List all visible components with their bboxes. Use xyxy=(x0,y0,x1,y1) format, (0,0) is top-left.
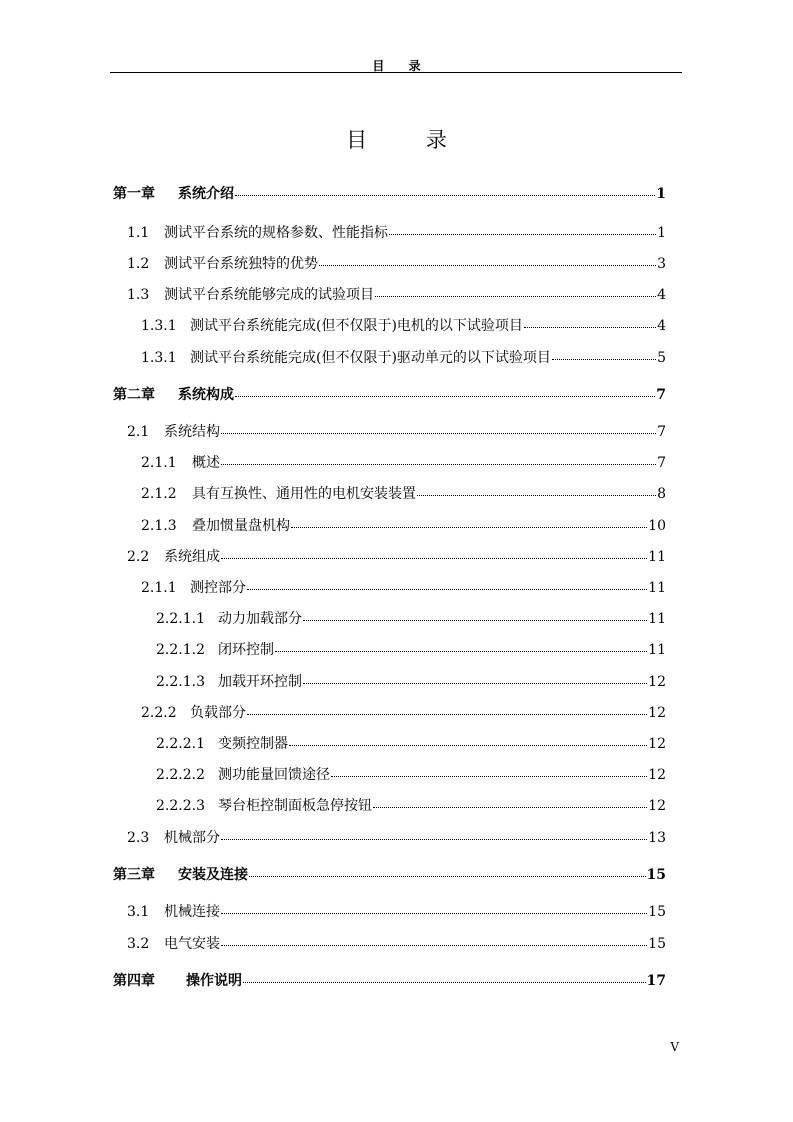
toc-entry-number: 2.1 xyxy=(127,424,150,440)
toc-entry-title: 系统结构 xyxy=(164,424,220,440)
toc-entry-title: 机械部分 xyxy=(164,830,220,846)
toc-leader-dots xyxy=(289,744,647,746)
toc-entry-title: 机械连接 xyxy=(164,904,220,920)
toc-entry-page: 8 xyxy=(657,486,666,502)
toc-entry-number: 2.1.3 xyxy=(141,518,177,534)
toc-entry-page: 12 xyxy=(648,798,666,814)
toc-entry-title: 系统组成 xyxy=(164,549,220,565)
toc-entry[interactable] xyxy=(127,223,666,243)
toc-entry-number: 2.2 xyxy=(127,549,150,565)
toc-leader-dots xyxy=(247,588,647,590)
toc-entry[interactable] xyxy=(127,934,666,954)
toc-leader-dots xyxy=(235,395,655,397)
toc-entry-page: 4 xyxy=(657,318,666,334)
toc-entry[interactable] xyxy=(156,796,666,816)
toc-entry-number: 3.2 xyxy=(127,936,150,952)
toc-entry-number: 2.2.1.1 xyxy=(156,611,205,627)
toc-entry-page: 11 xyxy=(648,549,666,565)
toc-entry-title: 安装及连接 xyxy=(178,867,248,883)
toc-entry-title: 琴台柜控制面板急停按钮 xyxy=(218,798,372,814)
toc-entry[interactable] xyxy=(141,316,666,336)
toc-entry[interactable] xyxy=(113,971,666,991)
toc-entry-title: 变频控制器 xyxy=(218,736,288,752)
toc-entry[interactable] xyxy=(141,516,666,536)
toc-entry-title: 测试平台系统能完成(但不仅限于)驱动单元的以下试验项目 xyxy=(190,350,551,366)
toc-leader-dots xyxy=(243,981,646,983)
toc-entry-title: 测控部分 xyxy=(190,580,246,596)
toc-entry-title: 测试平台系统能够完成的试验项目 xyxy=(164,287,374,303)
toc-entry-page: 17 xyxy=(646,973,666,989)
toc-entry-number: 2.2.2 xyxy=(141,705,177,721)
toc-entry-title: 系统介绍 xyxy=(178,186,234,202)
toc-entry-number: 2.2.2.1 xyxy=(156,736,205,752)
toc-entry-number: 1.2 xyxy=(127,256,150,272)
toc-entry-title: 负载部分 xyxy=(190,705,246,721)
toc-leader-dots xyxy=(331,775,647,777)
toc-leader-dots xyxy=(221,912,647,914)
toc-entry[interactable] xyxy=(113,385,666,405)
toc-entry-page: 4 xyxy=(657,287,666,303)
toc-entry[interactable] xyxy=(127,254,666,274)
toc-leader-dots xyxy=(247,713,647,715)
toc-entry[interactable] xyxy=(141,703,666,723)
toc-entry[interactable] xyxy=(127,422,666,442)
toc-entry-page: 12 xyxy=(648,705,666,721)
toc-entry[interactable] xyxy=(141,453,666,473)
toc-entry-title: 电气安装 xyxy=(164,936,220,952)
page-title: 目 录 xyxy=(346,128,473,152)
toc-entry-page: 12 xyxy=(648,674,666,690)
toc-entry-title: 具有互换性、通用性的电机安装装置 xyxy=(192,486,416,502)
toc-leader-dots xyxy=(221,944,647,946)
toc-entry-page: 11 xyxy=(648,580,666,596)
toc-entry[interactable] xyxy=(156,640,666,660)
toc-entry[interactable] xyxy=(113,184,666,204)
toc-entry-page: 11 xyxy=(648,611,666,627)
toc-leader-dots xyxy=(291,526,647,528)
toc-entry[interactable] xyxy=(127,285,666,305)
toc-entry-page: 15 xyxy=(646,867,666,883)
toc-entry-number: 3.1 xyxy=(127,904,150,920)
toc-entry-number: 2.3 xyxy=(127,830,150,846)
toc-entry-page: 7 xyxy=(657,424,666,440)
toc-entry-number: 第一章 xyxy=(113,186,155,202)
toc-entry[interactable] xyxy=(156,672,666,692)
toc-entry-page: 13 xyxy=(648,830,666,846)
toc-leader-dots xyxy=(417,494,656,496)
toc-entry-number: 2.2.2.3 xyxy=(156,798,205,814)
toc-leader-dots xyxy=(375,295,656,297)
toc-leader-dots xyxy=(552,358,656,360)
toc-entry-number: 1.3.1 xyxy=(141,318,177,334)
toc-entry-number: 第三章 xyxy=(113,867,155,883)
toc-entry-page: 11 xyxy=(648,642,666,658)
toc-entry-number: 1.3.1 xyxy=(141,350,177,366)
toc-entry-page: 5 xyxy=(657,350,666,366)
toc-entry-number: 2.2.2.2 xyxy=(156,767,205,783)
toc-leader-dots xyxy=(524,326,656,328)
toc-entry-number: 2.1.1 xyxy=(141,580,177,596)
toc-entry-title: 操作说明 xyxy=(186,973,242,989)
toc-entry-title: 加载开环控制 xyxy=(218,674,302,690)
toc-leader-dots xyxy=(319,264,656,266)
toc-entry-page: 7 xyxy=(656,387,666,403)
toc-entry-title: 闭环控制 xyxy=(218,642,274,658)
toc-entry-title: 测试平台系统独特的优势 xyxy=(164,256,318,272)
toc-entry[interactable] xyxy=(156,765,666,785)
toc-leader-dots xyxy=(221,838,647,840)
toc-entry-title: 测功能量回馈途径 xyxy=(218,767,330,783)
toc-entry-title: 动力加载部分 xyxy=(218,611,302,627)
toc-entry-page: 1 xyxy=(657,225,666,241)
toc-entry-number: 2.1.2 xyxy=(141,486,177,502)
toc-leader-dots xyxy=(275,650,647,652)
toc-entry[interactable] xyxy=(127,547,666,567)
toc-entry-number: 第二章 xyxy=(113,387,155,403)
footer-page-number: V xyxy=(670,1040,679,1054)
toc-entry-title: 概述 xyxy=(192,455,220,471)
toc-entry-number: 2.1.1 xyxy=(141,455,177,471)
toc-entry-page: 15 xyxy=(648,904,666,920)
toc-leader-dots xyxy=(303,619,647,621)
toc-entry-page: 1 xyxy=(656,186,666,202)
toc-leader-dots xyxy=(221,463,656,465)
toc-entry[interactable] xyxy=(113,865,666,885)
toc-entry-page: 3 xyxy=(657,256,666,272)
toc-entry[interactable] xyxy=(141,484,666,504)
toc-entry-page: 10 xyxy=(648,518,666,534)
toc-entry[interactable] xyxy=(127,828,666,848)
toc-entry-number: 2.2.1.3 xyxy=(156,674,205,690)
toc-leader-dots xyxy=(303,682,647,684)
toc-entry-page: 12 xyxy=(648,736,666,752)
toc-entry-page: 15 xyxy=(648,936,666,952)
toc-entry-number: 1.3 xyxy=(127,287,150,303)
toc-leader-dots xyxy=(235,194,655,196)
toc-entry-title: 测试平台系统能完成(但不仅限于)电机的以下试验项目 xyxy=(190,318,523,334)
toc-entry[interactable] xyxy=(156,734,666,754)
toc-entry[interactable] xyxy=(156,609,666,629)
toc-leader-dots xyxy=(373,806,647,808)
toc-leader-dots xyxy=(249,875,646,877)
toc-entry-number: 第四章 xyxy=(113,973,155,989)
toc-entry-title: 系统构成 xyxy=(178,387,234,403)
toc-entry-title: 叠加惯量盘机构 xyxy=(192,518,290,534)
toc-entry-page: 12 xyxy=(648,767,666,783)
toc-entry[interactable] xyxy=(141,348,666,368)
toc-leader-dots xyxy=(221,557,647,559)
header-title: 目 录 xyxy=(372,59,431,73)
toc-entry-number: 2.2.1.2 xyxy=(156,642,205,658)
toc-entry-number: 1.1 xyxy=(127,225,150,241)
toc-entry-title: 测试平台系统的规格参数、性能指标 xyxy=(164,225,388,241)
toc-leader-dots xyxy=(389,233,656,235)
toc-entry-page: 7 xyxy=(657,455,666,471)
toc-entry[interactable] xyxy=(141,578,666,598)
toc-entry[interactable] xyxy=(127,902,666,922)
toc-leader-dots xyxy=(221,432,656,434)
